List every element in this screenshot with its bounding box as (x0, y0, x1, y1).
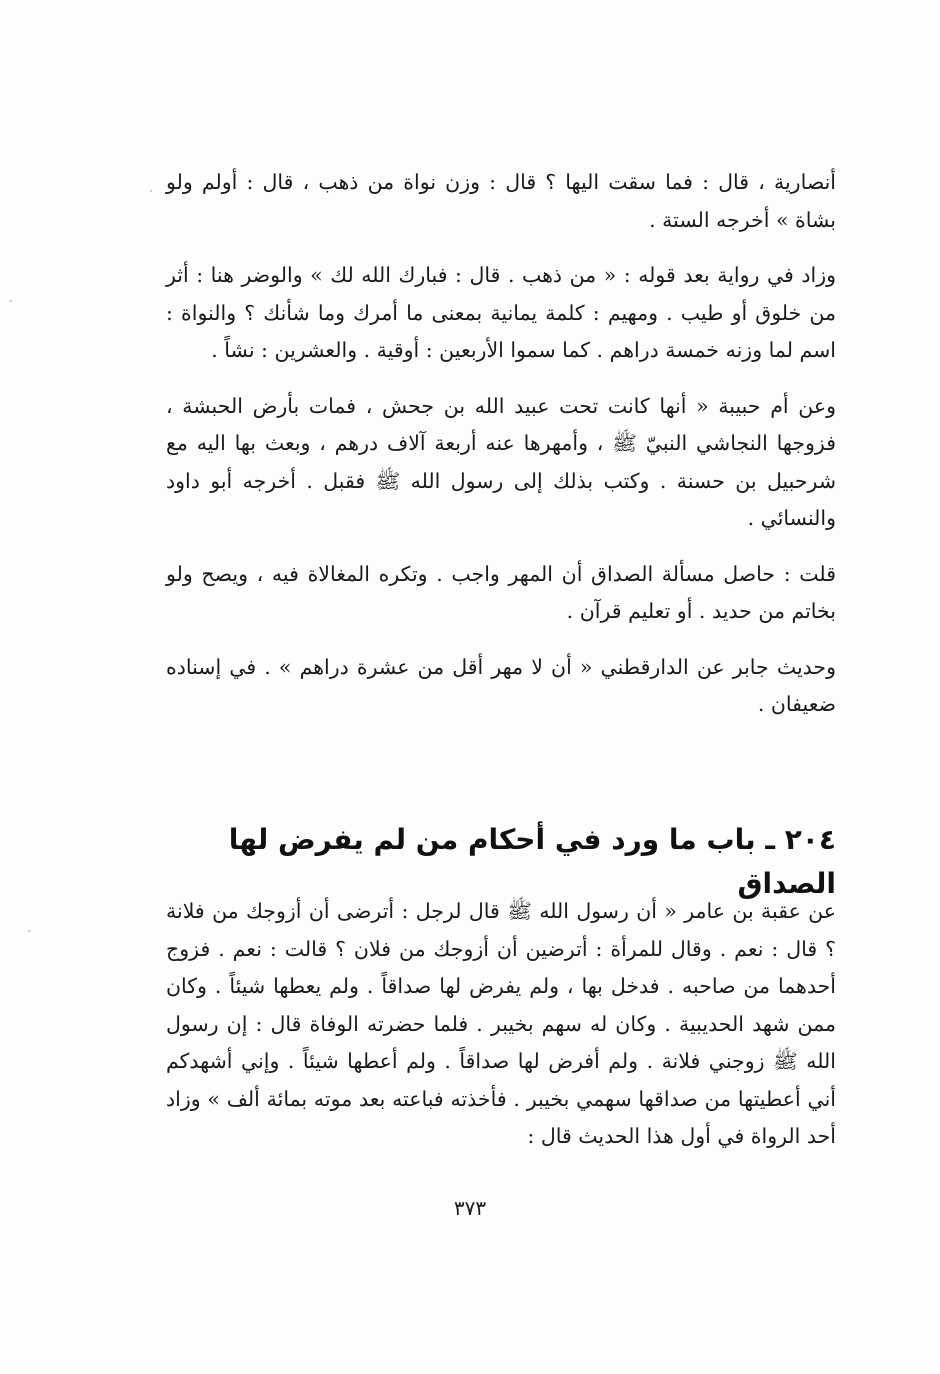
scan-speck (10, 300, 12, 302)
paragraph: وحديث جابر عن الدارقطني « أن لا مهر أقل من عشرة دراهم » . في إسناده ضعيفان . (166, 654, 836, 716)
paragraph: قلت : حاصل مسألة الصداق أن المهر واجب . وتكره المغالاة فيه ، ويصح ولو بخاتم من حديد . أو تعليم قرآن . (166, 561, 836, 623)
paragraph: عن عقبة بن عامر « أن رسول الله ﷺ قال لرجل : أترضى أن أزوجك من فلانة ؟ قال : نعم . وقال للمرأة : أترضين أن أزوجك من فلان ؟ قالت : نعم . فزوج أحدهما من صاحبه . فدخل بها ، ولم يفرض لها صداقاً . ولم يعطها شيئاً . وكان ممن شهد الحديبية . وكان له سهم بخيبر . فلما حضرته الوفاة قال : إن رسول الله ﷺ زوجني فلانة . ولم أفرض لها صداقاً . ولم أعطها شيئاً . وإني أشهدكم أني أعطيتها من صداقها سهمي بخيبر . فأخذته فباعته بعد موته بمائة ألف » وزاد أحد الرواة في أول هذا الحديث قال : (166, 899, 836, 1148)
page-number: ٣٧٣ (453, 1196, 487, 1220)
paragraph: وزاد في رواية بعد قوله : « من ذهب . قال : فبارك الله لك » والوضر هنا : أثر من خلوق أو طيب . ومهيم : كلمة يمانية بمعنى ما أمرك وما شأنك ؟ والنواة : اسم لما وزنه خمسة دراهم . كما سموا الأربعين : أوقية . والعشرين : نشاً . (166, 263, 836, 362)
chapter-heading: ٢٠٤ ـ باب ما ورد في أحكام من لم يفرض لها الصداق (228, 823, 836, 900)
top-text-block (166, 164, 836, 724)
scan-speck (28, 930, 30, 932)
paragraph: أنصارية ، قال : فما سقت اليها ؟ قال : وزن نواة من ذهب ، قال : أولم ولو بشاة » أخرجه الستة . (166, 170, 836, 232)
bottom-text-block (166, 893, 836, 1156)
scan-speck (150, 190, 152, 192)
paragraph: وعن أم حبيبة « أنها كانت تحت عبيد الله بن جحش ، فمات بأرض الحبشة ، فزوجها النجاشي النبيّ ﷺ ، وأمهرها عنه أربعة آلاف درهم ، وبعث بها اليه مع شرحبيل بن حسنة . وكتب بذلك إلى رسول الله ﷺ فقبل . أخرجه أبو داود والنسائي . (166, 393, 836, 530)
